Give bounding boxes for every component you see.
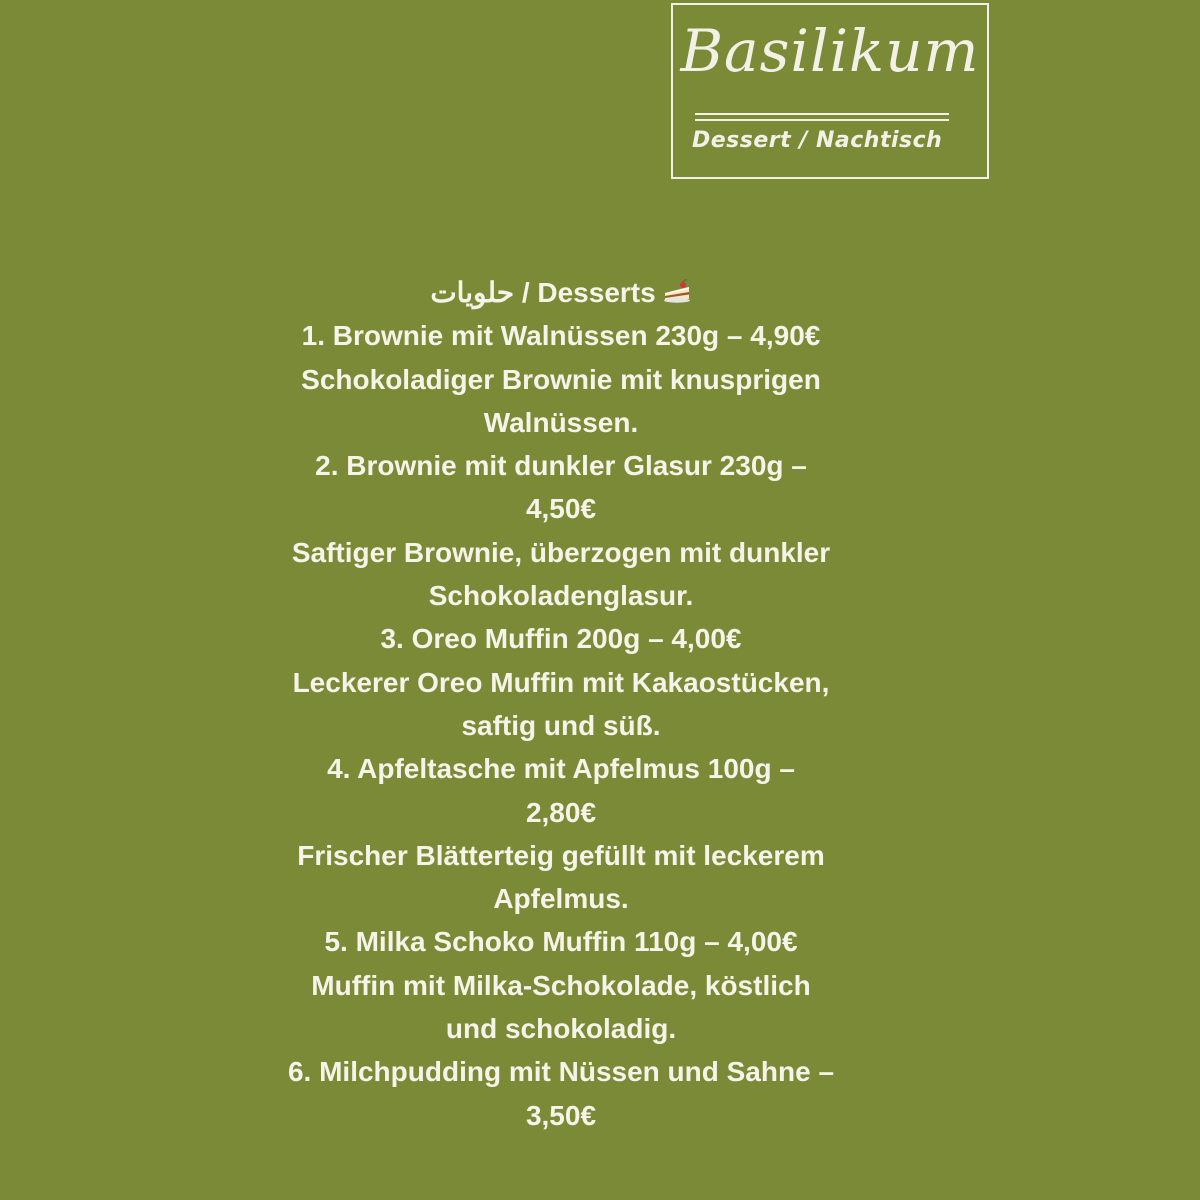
menu-item-title: 6. Milchpudding mit Nüssen und Sahne – xyxy=(287,1056,835,1088)
cake-icon xyxy=(662,274,692,300)
menu-item-description: saftig und süß. xyxy=(461,709,661,741)
menu-item-description: Apfelmus. xyxy=(493,883,629,915)
menu-heading xyxy=(231,271,891,314)
menu-item-description: Schokoladiger Brownie mit knusprigen xyxy=(301,363,821,395)
menu-item-description: Frischer Blätterteig gefüllt mit leckerem xyxy=(297,839,825,871)
menu-item-title: 3. Oreo Muffin 200g – 4,00€ xyxy=(380,623,742,655)
menu-heading-text: حلويات / Desserts xyxy=(430,277,656,308)
logo-divider-line xyxy=(695,113,949,115)
menu-item-description: und schokoladig. xyxy=(445,1013,677,1045)
menu-item-title: 5. Milka Schoko Muffin 110g – 4,00€ xyxy=(324,926,798,958)
menu-item-title: 2. Brownie mit dunkler Glasur 230g – xyxy=(315,450,807,482)
menu-item-title: 4. Apfeltasche mit Apfelmus 100g – xyxy=(327,753,795,785)
menu-item-price: 2,80€ xyxy=(525,796,597,828)
menu-item-description: Walnüssen. xyxy=(483,406,639,438)
menu-item-description: Schokoladenglasur. xyxy=(428,580,694,612)
menu-item-description: Muffin mit Milka-Schokolade, köstlich xyxy=(311,969,811,1001)
dessert-menu xyxy=(231,271,891,1137)
logo-divider-line xyxy=(695,119,949,121)
menu-item-price: 4,50€ xyxy=(525,493,597,525)
menu-item-price: 3,50€ xyxy=(525,1099,597,1131)
menu-item-description: Saftiger Brownie, überzogen mit dunkler xyxy=(291,536,831,568)
logo-subtitle: Dessert / Nachtisch xyxy=(692,128,943,153)
menu-item-title: 1. Brownie mit Walnüssen 230g – 4,90€ xyxy=(301,320,821,352)
menu-item-description: Leckerer Oreo Muffin mit Kakaostücken, xyxy=(292,666,830,698)
logo-box xyxy=(671,3,989,179)
logo-name: Basilikum xyxy=(680,17,980,85)
